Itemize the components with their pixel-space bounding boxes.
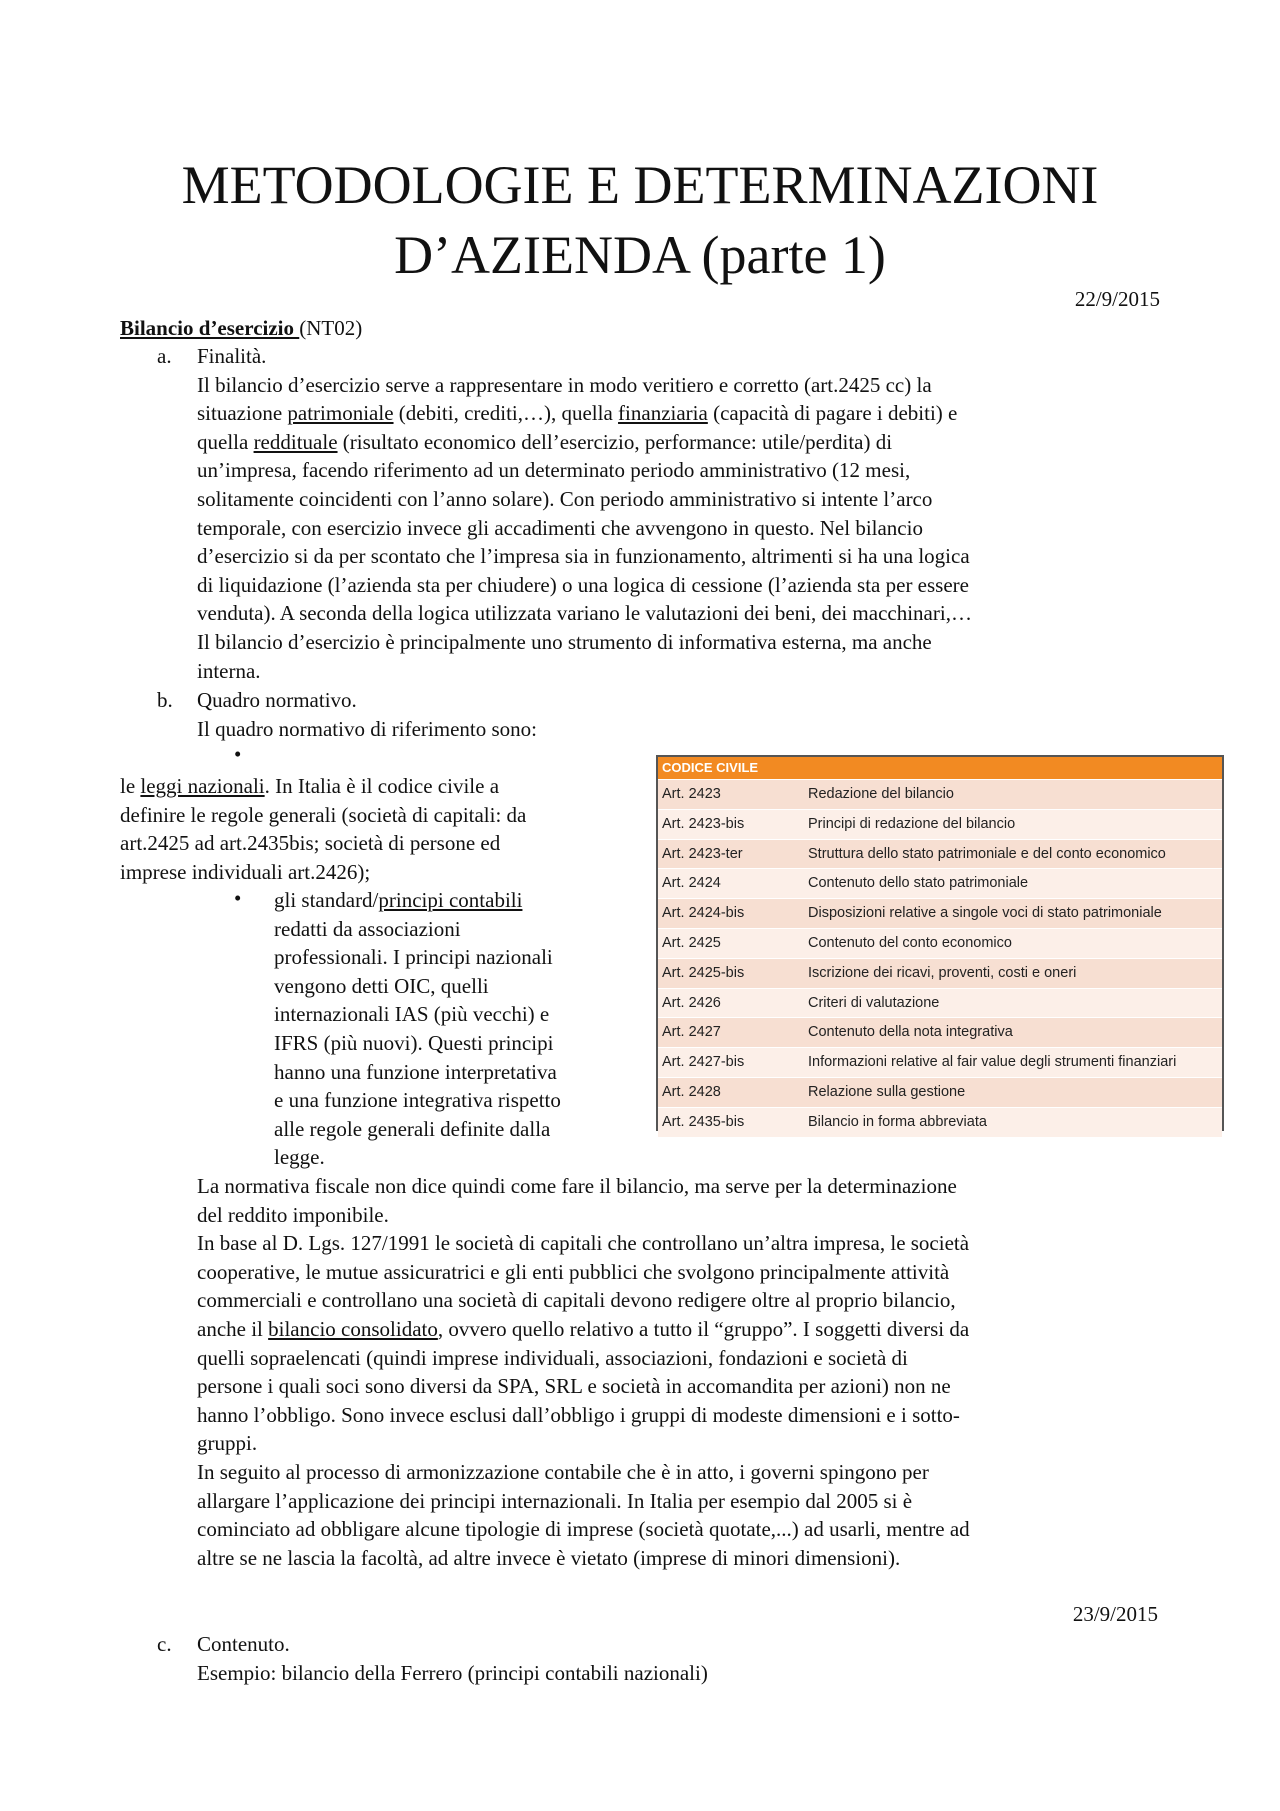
table-row [658,1077,1222,1107]
a-title: Finalità. [197,344,267,368]
section-a: Finalità. Il bilancio d’esercizio serve a rappresentare in modo veritiero e corretto (art.2425 cc) la situazione patrimoniale (debiti, crediti,…), quella finanziaria (capacità di pagare i debiti) e quella reddituale (risultato economico dell’esercizio, performance: utile/perdita) di un’impresa, facendo riferimento ad un determinato periodo amministrativo (12 mesi, solitamente coincidenti con l’anno solare). Con periodo amministrativo si intente l’arco temporale, con esercizio invece gli accadimenti che avvengono in questo. Nel bilancio d’esercizio si da per scontato che l’impresa sia in funzionamento, altrimenti si ha una logica di liquidazione (l’azienda sta per chiudere) o una logica di cessione (l’azienda sta per essere venduta). A seconda della logica utilizzata variano le valutazioni dei beni, dei macchinari,… Il bilancio d’esercizio è principalmente uno strumento di informativa esterna, ma anche interna. [197,342,1177,685]
table-row [658,988,1222,1018]
title-line-1: METODOLOGIE E DETERMINAZIONI [181,155,1099,215]
article-description: Informazioni relative al fair value degli strumenti finanziari [808,1054,1177,1071]
article-number: Art. 2426 [662,994,721,1011]
leggi-nazionali-paragraph: le leggi nazionali. In Italia è il codice civile a definire le regole generali (società di capitali: da art.2425 ad art.2435bis; società di persone ed imprese individuali art.2426); [120,774,527,884]
table-row [658,839,1222,869]
article-description: Contenuto dello stato patrimoniale [808,875,1029,892]
article-number: Art. 2424 [662,875,721,892]
bullet-2: • [234,886,242,910]
table-row [658,1107,1222,1137]
table-row [658,809,1222,839]
article-number: Art. 2423-bis [662,815,745,832]
article-description: Principi di redazione del bilancio [808,815,1016,832]
article-description: Iscrizione dei ricavi, proventi, costi e oneri [808,964,1077,981]
article-description: Relazione sulla gestione [808,1083,966,1100]
title-line-2: D’AZIENDA (parte 1) [394,225,886,285]
date-1: 22/9/2015 [1074,287,1160,311]
article-number: Art. 2425-bis [662,964,745,981]
table-row [658,898,1222,928]
article-number: Art. 2423-ter [662,845,743,862]
list-label-c: c. [157,1632,172,1656]
b-title: Quadro normativo. Il quadro normativo di riferimento sono: [197,688,538,741]
article-description: Contenuto della nota integrativa [808,1024,1013,1041]
table-row [658,928,1222,958]
table-row [658,779,1222,809]
article-number: Art. 2427 [662,1024,721,1041]
table-row [658,868,1222,898]
principi-contabili-paragraph: gli standard/principi contabili redatti da associazioni professionali. I principi nazionali vengono detti OIC, quelli internazionali IAS (più vecchi) e IFRS (più nuovi). Questi principi hanno una funzione interpretativa e una funzione integrativa rispetto alle regole generali definite dalla legge. [274,888,561,1170]
article-description: Struttura dello stato patrimoniale e del conto economico [808,845,1166,862]
table-row [658,958,1222,988]
normativa-fiscale-paragraph: La normativa fiscale non dice quindi come fare il bilancio, ma serve per la determinazione del reddito imponibile. In base al D. Lgs. 127/1991 le società di capitali che controllano un’altra impresa, le società cooperative, le mutue assicuratrici e gli enti pubblici che svolgono principalmente attività commerciali e controllano una società di capitali devono redigere oltre al proprio bilancio, anche il bilancio consolidato, ovvero quello relativo a tutto il “gruppo”. I soggetti diversi da quelli sopraelencati (quindi imprese individuali, associazioni, fondazioni e società di persone i quali soci sono diversi da SPA, SRL e società in accomandita per azioni) non ne hanno l’obbligo. Sono invece esclusi dall’obbligo i gruppi di modeste dimensioni e i sotto- gruppi. In seguito al processo di armonizzazione contabile che è in atto, i governi spingono per allargare l’applicazione dei principi internazionali. In Italia per esempio dal 2005 si è cominciato ad obbligare alcune tipologie di imprese (società quotate,...) ad usarli, mentre ad altre se ne lascia la facoltà, ad altre invece è vietato (imprese di minori dimensioni). [197,1174,970,1570]
date-2: 23/9/2015 [1072,1602,1158,1626]
codice-civile-table [656,755,1224,1131]
article-description: Bilancio in forma abbreviata [808,1113,987,1130]
article-number: Art. 2423 [662,786,721,802]
section-c: Contenuto. Esempio: bilancio della Ferrero (principi contabili nazionali) [197,1630,1177,1687]
page-title [0,150,1280,290]
section-heading: Bilancio d’esercizio (NT02) [120,316,363,340]
article-description: Disposizioni relative a singole voci di stato patrimoniale [808,905,1162,922]
article-description: Criteri di valutazione [808,994,940,1011]
article-number: Art. 2428 [662,1083,721,1100]
table-header: CODICE CIVILE [658,757,1222,779]
c-title: Contenuto. [197,1632,290,1656]
article-number: Art. 2435-bis [662,1113,745,1130]
article-description: Contenuto del conto economico [808,934,1012,951]
list-label-a: a. [157,344,172,368]
article-number: Art. 2427-bis [662,1054,745,1071]
article-number: Art. 2424-bis [662,905,745,922]
article-number: Art. 2425 [662,934,721,951]
bullet-1: • [234,742,242,766]
article-description: Redazione del bilancio [808,786,954,802]
table-row [658,1017,1222,1047]
table-row [658,1047,1222,1077]
table-body [658,779,1222,1137]
list-label-b: b. [157,688,173,712]
